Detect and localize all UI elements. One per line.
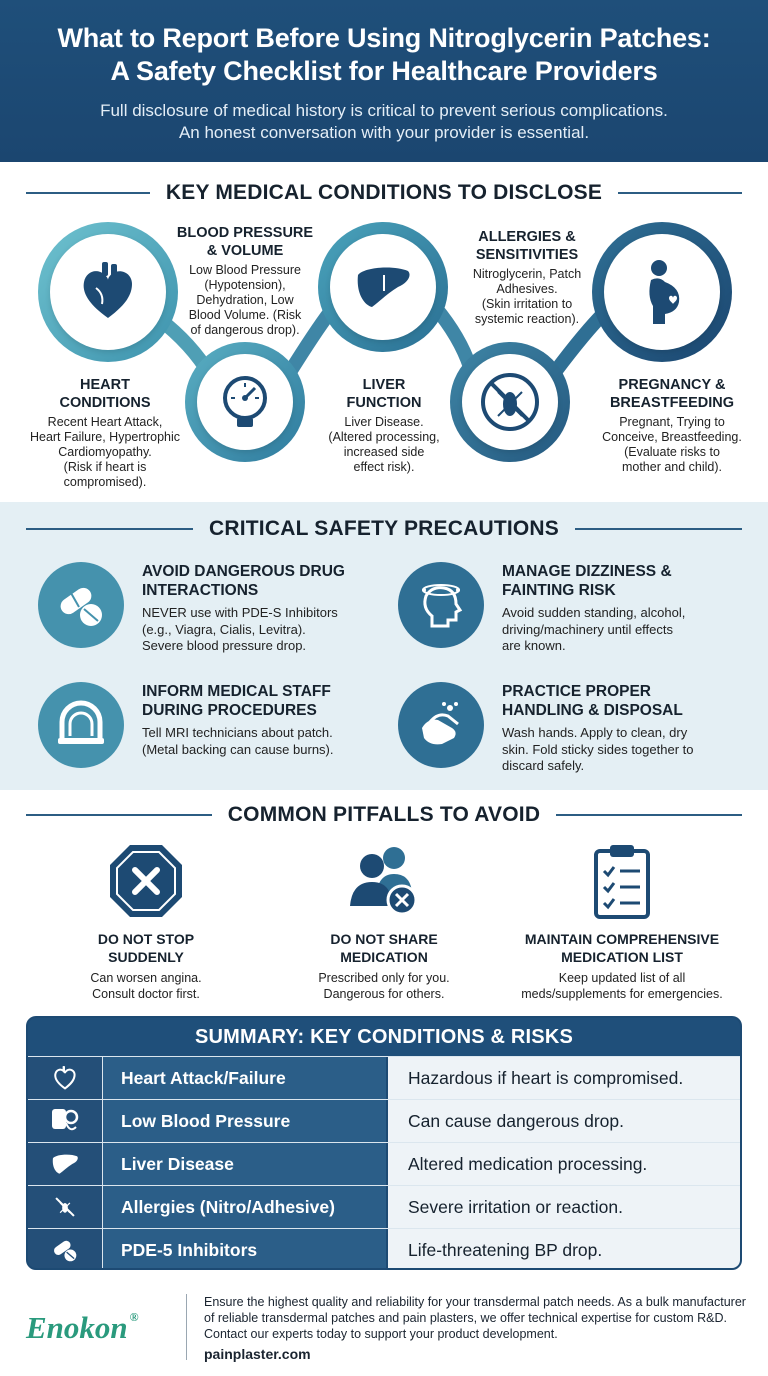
title-line-1: What to Report Before Using Nitroglycerin Patches: [57, 23, 711, 53]
conditions-section-title: KEY MEDICAL CONDITIONS TO DISCLOSE [26, 178, 742, 208]
no-allergen-icon [478, 370, 542, 434]
pitfall-stop-suddenly: DO NOT STOP SUDDENLY Can worsen angina. Consult doctor first. [26, 838, 266, 1002]
footer-text: Ensure the highest quality and reliability for your transdermal patch needs. As a bulk manufacturer of reliable transdermal patches and pain plasters, we offer technical expertise for custom R&D. Contact our experts today to support your product development. [204, 1295, 746, 1341]
dizzy-head-icon [414, 578, 468, 632]
heart-icon [53, 1065, 77, 1091]
condition-blood-pressure: BLOOD PRESSURE & VOLUME Low Blood Pressure (Hypotension), Dehydration, Low Blood Volume. (Risk of dangerous drop). [176, 225, 314, 337]
pregnancy-condition-ring [592, 222, 732, 362]
summary-table [26, 1016, 742, 1270]
pitfall-medication-list: MAINTAIN COMPREHENSIVE MEDICATION LIST Keep updated list of all meds/supplements for emergencies. [502, 838, 742, 1002]
pitfall-share-medication: DO NOT SHARE MEDICATION Prescribed only for you. Dangerous for others. [264, 838, 504, 1002]
table-row: Heart Attack/Failure Hazardous if heart is compromised. [28, 1056, 740, 1099]
heart-condition-ring [38, 222, 178, 362]
subtitle-line-1: Full disclosure of medical history is critical to prevent serious complications. [100, 101, 668, 120]
table-row: Liver Disease Altered medication processing. [28, 1142, 740, 1185]
gauge-icon [219, 374, 271, 430]
footer [0, 1282, 768, 1376]
condition-pregnancy: PREGNANCY & BREASTFEEDING Pregnant, Trying to Conceive, Breastfeeding. (Evaluate risks to mother and child). [602, 377, 742, 474]
page-subtitle [0, 100, 768, 144]
no-share-users-icon [344, 844, 424, 918]
hand-wash-icon [414, 698, 468, 752]
table-row: PDE-5 Inhibitors Life-threatening BP drop. [28, 1228, 740, 1270]
precaution-medical-staff: INFORM MEDICAL STAFF DURING PROCEDURES Tell MRI technicians about patch. (Metal backing can cause burns). [38, 682, 368, 782]
conditions-section [0, 162, 768, 502]
precautions-section [0, 502, 768, 790]
precaution-drug-interactions: AVOID DANGEROUS DRUG INTERACTIONS NEVER use with PDE-S Inhibitors (e.g., Viagra, Cialis, Levitra). Severe blood pressure drop. [38, 562, 368, 662]
stop-x-icon [106, 841, 186, 921]
footer-divider [186, 1294, 187, 1360]
blood-pressure-condition-ring [185, 342, 305, 462]
title-line-2: A Safety Checklist for Healthcare Providers [110, 56, 658, 86]
precautions-section-title: CRITICAL SAFETY PRECAUTIONS [26, 514, 742, 544]
pills-icon [55, 579, 107, 631]
clipboard-checklist-icon [592, 843, 652, 919]
heart-icon [78, 260, 138, 324]
page-title [0, 0, 768, 88]
precaution-handling: PRACTICE PROPER HANDLING & DISPOSAL Wash hands. Apply to clean, dry skin. Fold sticky sides together to discard safely. [398, 682, 728, 782]
brand-logo: Enokon ® [26, 1310, 139, 1345]
subtitle-line-2: An honest conversation with your provider is essential. [178, 123, 590, 142]
liver-condition-ring [318, 222, 448, 352]
allergy-condition-ring [450, 342, 570, 462]
table-row: Low Blood Pressure Can cause dangerous drop. [28, 1099, 740, 1142]
table-row: Allergies (Nitro/Adhesive) Severe irritation or reaction. [28, 1185, 740, 1228]
condition-heart: HEART CONDITIONS Recent Heart Attack, Heart Failure, Hypertrophic Cardiomyopathy. (Risk if heart is compromised). [29, 377, 181, 489]
blood-pressure-icon [50, 1107, 80, 1135]
condition-liver: LIVER FUNCTION Liver Disease. (Altered processing, increased side effect risk). [328, 377, 440, 474]
liver-icon [51, 1153, 79, 1175]
pregnancy-icon [637, 258, 687, 326]
liver-icon [354, 265, 412, 309]
pills-icon [51, 1236, 79, 1264]
no-allergen-icon [52, 1194, 78, 1220]
condition-allergies: ALLERGIES & SENSITIVITIES Nitroglycerin, Patch Adhesives. (Skin irritation to systemic reaction). [472, 229, 582, 326]
mri-scanner-icon [54, 698, 108, 752]
pitfalls-section-title: COMMON PITFALLS TO AVOID [26, 800, 742, 830]
precaution-dizziness: MANAGE DIZZINESS & FAINTING RISK Avoid sudden standing, alcohol, driving/machinery until effects are known. [398, 562, 728, 662]
summary-title: SUMMARY: KEY CONDITIONS & RISKS [194, 1025, 574, 1048]
header-banner [0, 0, 768, 162]
website-link[interactable]: painplaster.com [204, 1346, 311, 1362]
